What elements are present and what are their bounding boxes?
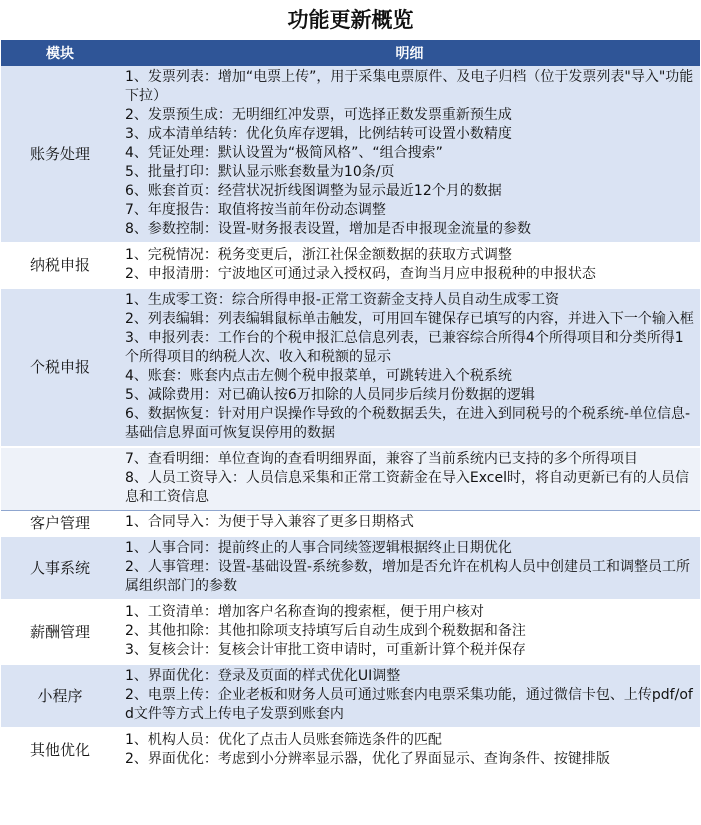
detail-line: 1、机构人员：优化了点击人员账套筛选条件的匹配: [125, 732, 442, 748]
table-row: [1, 600, 700, 664]
table-row: [1, 447, 700, 511]
detail-line: 2、电票上传：企业老板和财务人员可通过账套内电票采集功能，通过微信卡包、上传pdf/ofd文件等方式上传电子发票到账套内: [125, 687, 693, 722]
detail-cell: [119, 536, 700, 600]
detail-line: 3、申报列表：工作台的个税申报汇总信息列表，已兼容综合所得4个所得项目和分类所得1个所得项目的纳税人次、收入和税额的显示: [125, 330, 684, 365]
table-row: [1, 511, 700, 537]
table-row: [1, 66, 700, 243]
detail-line: 6、数据恢复：针对用户误操作导致的个税数据丢失，在进入到同税号的个税系统-单位信息-基础信息界面可恢复误停用的数据: [125, 406, 691, 441]
detail-line: 6、账套首页：经营状况折线图调整为显示最近12个月的数据: [125, 183, 502, 199]
table-row: [1, 664, 700, 728]
detail-cell: [119, 600, 700, 664]
module-cell: 薪酬管理: [1, 600, 119, 664]
module-cell: 客户管理: [1, 511, 119, 537]
detail-line: 3、成本清单结转：优化负库存逻辑，比例结转可设置小数精度: [125, 126, 512, 142]
detail-cell: [119, 511, 700, 537]
module-cell: 个税申报: [1, 288, 119, 447]
detail-line: 7、查看明细：单位查询的查看明细界面，兼容了当前系统内已支持的多个所得项目: [125, 451, 638, 467]
detail-line: 2、发票预生成：无明细红冲发票，可选择正数发票重新预生成: [125, 107, 512, 123]
detail-line: 3、复核会计：复核会计审批工资申请时，可重新计算个税并保存: [125, 642, 526, 658]
detail-cell: [119, 447, 700, 511]
table-row: [1, 728, 700, 773]
detail-cell: [119, 66, 700, 243]
detail-cell: [119, 288, 700, 447]
detail-line: 2、申报清册：宁波地区可通过录入授权码，查询当月应申报税种的申报状态: [125, 266, 596, 282]
detail-line: 1、工资清单：增加客户名称查询的搜索框，便于用户核对: [125, 604, 484, 620]
detail-line: 5、减除费用：对已确认按6万扣除的人员同步后续月份数据的逻辑: [125, 387, 535, 403]
table-row: [1, 288, 700, 447]
detail-line: 1、界面优化：登录及页面的样式优化UI调整: [125, 668, 401, 684]
detail-line: 5、批量打印：默认显示账套数量为10条/页: [125, 164, 395, 180]
module-cell: 纳税申报: [1, 243, 119, 288]
detail-column-header: 明细: [119, 40, 700, 66]
detail-line: 4、凭证处理：默认设置为“极简风格”、“组合搜索”: [125, 145, 443, 161]
detail-line: 4、账套：账套内点击左侧个税申报菜单，可跳转进入个税系统: [125, 368, 512, 384]
detail-line: 1、生成零工资：综合所得申报-正常工资薪金支持人员自动生成零工资: [125, 292, 559, 308]
detail-line: 8、人员工资导入：人员信息采集和正常工资薪金在导入Excel时，将自动更新已有的人员信息和工资信息: [125, 470, 689, 505]
detail-line: 2、界面优化：考虑到小分辨率显示器，优化了界面显示、查询条件、按键排版: [125, 751, 610, 767]
detail-line: 1、完税情况：税务变更后，浙江社保金额数据的获取方式调整: [125, 247, 512, 263]
module-column-header: 模块: [1, 40, 119, 66]
table-header-row: [1, 40, 700, 66]
detail-line: 1、人事合同：提前终止的人事合同续签逻辑根据终止日期优化: [125, 540, 512, 556]
table-row: [1, 243, 700, 288]
detail-line: 2、其他扣除：其他扣除项支持填写后自动生成到个税数据和备注: [125, 623, 526, 639]
module-cell: [1, 447, 119, 511]
detail-line: 1、合同导入：为便于导入兼容了更多日期格式: [125, 514, 414, 530]
detail-line: 1、发票列表：增加“电票上传”，用于采集电票原件、及电子归档（位于发票列表"导入"功能下拉）: [125, 69, 694, 104]
table-row: [1, 536, 700, 600]
detail-line: 7、年度报告：取值将按当前年份动态调整: [125, 202, 386, 218]
module-cell: 其他优化: [1, 728, 119, 773]
detail-cell: [119, 664, 700, 728]
detail-cell: [119, 728, 700, 773]
detail-cell: [119, 243, 700, 288]
module-cell: 小程序: [1, 664, 119, 728]
module-cell: 人事系统: [1, 536, 119, 600]
detail-line: 2、列表编辑：列表编辑鼠标单击触发，可用回车键保存已填写的内容，并进入下一个输入框: [125, 311, 694, 327]
detail-line: 2、人事管理：设置-基础设置-系统参数，增加是否允许在机构人员中创建员工和调整员工所属组织部门的参数: [125, 559, 691, 594]
update-table: [1, 40, 700, 774]
module-cell: 账务处理: [1, 66, 119, 243]
page-title: 功能更新概览: [287, 8, 414, 32]
detail-line: 8、参数控制：设置-财务报表设置，增加是否申报现金流量的参数: [125, 221, 531, 237]
